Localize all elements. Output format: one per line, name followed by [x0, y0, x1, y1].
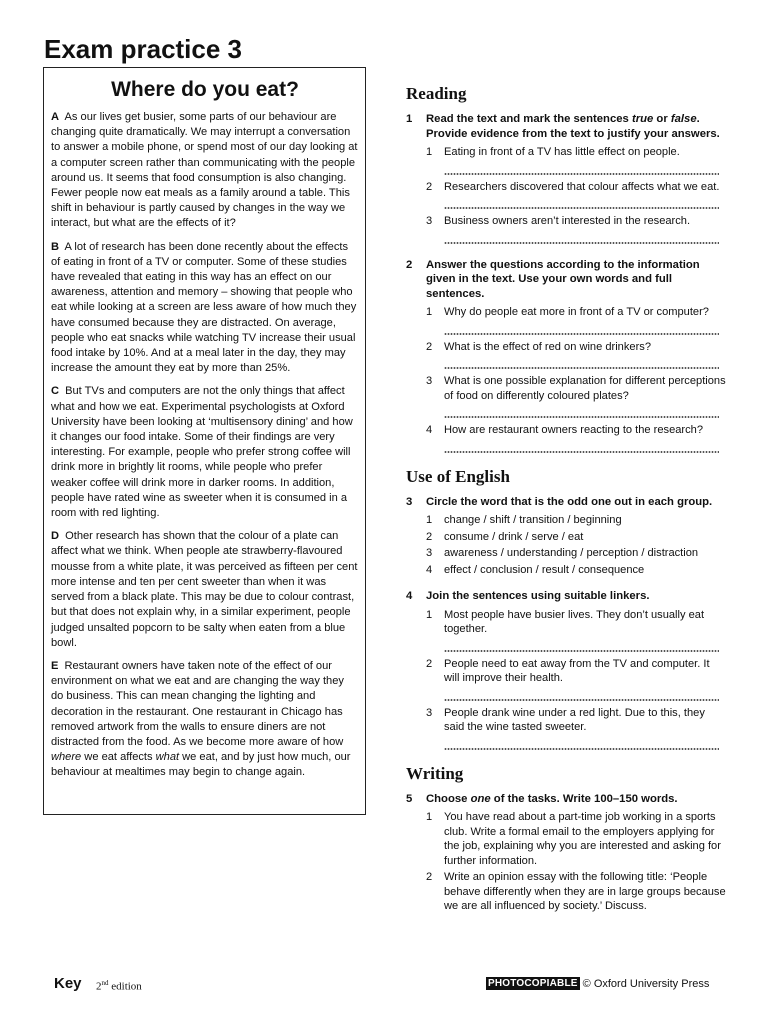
item-number: 1	[426, 146, 433, 158]
paragraph-letter: C	[51, 385, 60, 398]
item-text[interactable]: consume / drink / serve / eat	[444, 530, 584, 543]
instruction-text: of the tasks. Write 100–150 words.	[490, 792, 678, 805]
task-2	[406, 258, 726, 455]
answer-line[interactable]	[444, 322, 719, 337]
list-item	[426, 608, 726, 637]
writing-heading: Writing	[406, 763, 464, 783]
list-item	[426, 145, 726, 160]
item-number: 2	[426, 657, 433, 670]
list-item[interactable]	[426, 513, 726, 528]
paragraph-a	[51, 110, 359, 232]
task-3	[406, 495, 726, 578]
instruction-false: false	[670, 113, 697, 125]
answer-line[interactable]	[444, 639, 719, 654]
task-instruction	[406, 258, 726, 302]
edition-word: edition	[108, 980, 142, 993]
item-text[interactable]: effect / conclusion / result / consequence	[444, 563, 645, 576]
emphasis-where: where	[51, 751, 82, 764]
list-item	[426, 423, 726, 438]
item-number: 2	[426, 871, 433, 883]
instruction-true: true	[631, 113, 654, 125]
paragraph-letter: A	[51, 111, 60, 123]
item-number: 1	[426, 514, 433, 526]
item-text: What is the effect of red on wine drinkers?	[444, 340, 651, 353]
exercises-column	[406, 84, 726, 926]
task-5	[406, 792, 726, 914]
paragraph-text: Other research has shown that the colour of a plate can affect what we think. When people ate strawberry-flavoured mousse from a white plate, it was perceived as fifteen per cent more intense and ten per cent sweeter than when it was served from a black plate. This may be due to colour contrast, but that does not explain why, in a similar experiment, people judged unsalted popcorn to be salty when eaten from a blue bowl.	[51, 530, 358, 649]
task-instruction	[406, 495, 726, 510]
task-number: 1	[406, 113, 413, 125]
paragraph-text: Restaurant owners have taken note of the effect of our environment on what we eat and are changing the way they do business. This can mean changing the lighting and decoration in the restaurant. One restaurant in Chicago has removed artwork from the walls to ensure diners are not distracted from the food. As we become more aware of how	[51, 659, 344, 748]
answer-line[interactable]	[444, 440, 719, 455]
paragraph-d	[51, 529, 359, 651]
paragraph-text: As our lives get busier, some parts of our behaviour are changing quite dramatically. We may interrupt a conversation to answer a mobile phone, or spend most of our day looking at a computer screen rather than communicating with the people around us. It seems that food consumption is also changing. Fewer people now eat meals as a family around a table. This shift in behaviour is partly caused by changes in the way we interact, but what are the effects of it?	[51, 111, 358, 230]
list-item	[426, 810, 726, 868]
task-instruction	[406, 792, 726, 807]
task-instruction	[406, 589, 726, 604]
task-4	[406, 589, 726, 752]
instruction-text: or	[653, 113, 671, 125]
instruction-text: . Provide evidence from the text to justify your answers.	[426, 113, 720, 140]
answer-line[interactable]	[444, 162, 719, 177]
list-item	[426, 374, 726, 403]
paragraph-letter: E	[51, 659, 59, 672]
list-item	[426, 340, 726, 355]
item-number: 4	[426, 424, 433, 436]
answer-line[interactable]	[444, 356, 719, 371]
article-title: Where do you eat?	[111, 78, 299, 101]
list-item	[426, 214, 726, 229]
item-text: Business owners aren’t interested in the research.	[444, 215, 691, 227]
paragraph-letter: B	[51, 240, 60, 253]
task-number: 3	[406, 495, 413, 508]
edition-suffix: nd	[101, 979, 109, 987]
item-number: 3	[426, 706, 433, 719]
footer-key-label: Key	[54, 975, 82, 992]
instruction-text: Answer the questions according to the information given in the text. Use your own words and full sentences.	[426, 258, 700, 300]
task-number: 2	[406, 258, 413, 271]
answer-line[interactable]	[444, 231, 719, 246]
list-item	[426, 305, 726, 320]
use-of-english-heading: Use of English	[406, 466, 510, 486]
answer-line[interactable]	[444, 196, 719, 211]
task-instruction	[406, 112, 726, 141]
edition-number: 2	[96, 980, 102, 993]
list-item[interactable]	[426, 546, 726, 561]
reading-heading: Reading	[406, 84, 467, 103]
list-item	[426, 180, 726, 195]
list-item[interactable]	[426, 530, 726, 545]
task-number: 4	[406, 590, 413, 602]
paragraph-text: But TVs and computers are not the only things that affect what and how we eat. Experimental psychologists at Oxford University have been looking at ‘multisensory dining’ and how it changes our food intake. Some of their findings are very interesting. For example, people who prefer strong coffee will drink more in brightly lit rooms, while people who prefer weaker coffee will drink more in darker rooms. In addition, people have rated wine as sweeter when it is consumed in a room with red lighting.	[51, 385, 353, 520]
item-text: Why do people eat more in front of a TV or computer?	[444, 306, 709, 318]
task-number: 5	[406, 792, 413, 805]
item-text: Most people have busier lives. They don’t usually eat together.	[444, 608, 705, 635]
paragraph-text: A lot of research has been done recently about the effects of eating in front of a TV or computer. Some of these studies have revealed that eating in this way has an effect on our awareness, attention and memory – showing that people who eat while looking at a screen are less aware of how much they have consumed because they are distracted. On average, people who eat snacks while watching TV increase their usual food intake by 10%. And at a meal later in the day, they may increase the amount they eat by more than 25%.	[51, 240, 357, 375]
emphasis-what: what	[155, 751, 180, 764]
answer-line[interactable]	[444, 737, 719, 752]
instruction-text: Choose	[426, 792, 471, 805]
item-text: What is one possible explanation for different perceptions of food on differently coloured plates?	[444, 375, 726, 402]
item-text: You have read about a part-time job working in a sports club. Write a formal email to the employers applying for the job, explaining why you are interested and asking for further information.	[444, 811, 721, 867]
paragraph-b	[51, 240, 359, 377]
item-text: How are restaurant owners reacting to the research?	[444, 424, 703, 436]
paragraph-e	[51, 659, 359, 781]
answer-line[interactable]	[444, 688, 719, 703]
item-text[interactable]: change / shift / transition / beginning	[444, 514, 622, 526]
item-number: 3	[426, 547, 433, 559]
instruction-one: one	[470, 792, 491, 805]
item-text: People need to eat away from the TV and computer. It will improve their health.	[444, 657, 710, 684]
item-number: 1	[426, 811, 433, 823]
paragraph-text: we eat affects	[81, 751, 156, 764]
paragraph-c	[51, 384, 359, 521]
photocopiable-badge: PHOTOCOPIABLE	[488, 978, 578, 989]
item-number: 3	[426, 215, 433, 227]
list-item	[426, 657, 726, 686]
task-1	[406, 112, 726, 246]
item-number: 1	[426, 306, 433, 318]
list-item	[426, 870, 726, 914]
item-text: People drank wine under a red light. Due to this, they said the wine tasted sweeter.	[444, 706, 705, 733]
item-number: 2	[426, 180, 433, 193]
instruction-text: Join the sentences using suitable linkers.	[426, 590, 650, 602]
answer-line[interactable]	[444, 405, 719, 420]
paragraph-text: we eat, and by just how much, our behaviour at mealtimes may begin to change again.	[51, 751, 351, 779]
footer-edition	[96, 979, 142, 993]
instruction-text: Circle the word that is the odd one out in each group.	[426, 495, 713, 508]
item-text: Researchers discovered that colour affects what we eat.	[444, 180, 720, 193]
item-text: Write an opinion essay with the following title: ‘People behave differently when they are in large groups because we are all influenced by society.’ Discuss.	[444, 871, 726, 912]
item-number: 3	[426, 375, 433, 387]
item-number: 2	[426, 530, 433, 543]
paragraph-letter: D	[51, 530, 60, 543]
list-item	[426, 706, 726, 735]
footer-copyright	[486, 977, 709, 990]
page-title: Exam practice 3	[44, 34, 243, 64]
list-item[interactable]	[426, 563, 726, 578]
item-text: Eating in front of a TV has little effect on people.	[444, 146, 680, 158]
publisher-text: © Oxford University Press	[582, 977, 710, 990]
item-number: 4	[426, 563, 433, 576]
item-number: 2	[426, 340, 433, 353]
instruction-text: Read the text and mark the sentences	[426, 113, 632, 125]
reading-text-box	[43, 67, 366, 815]
item-number: 1	[426, 608, 433, 621]
item-text[interactable]: awareness / understanding / perception / distraction	[444, 547, 699, 559]
